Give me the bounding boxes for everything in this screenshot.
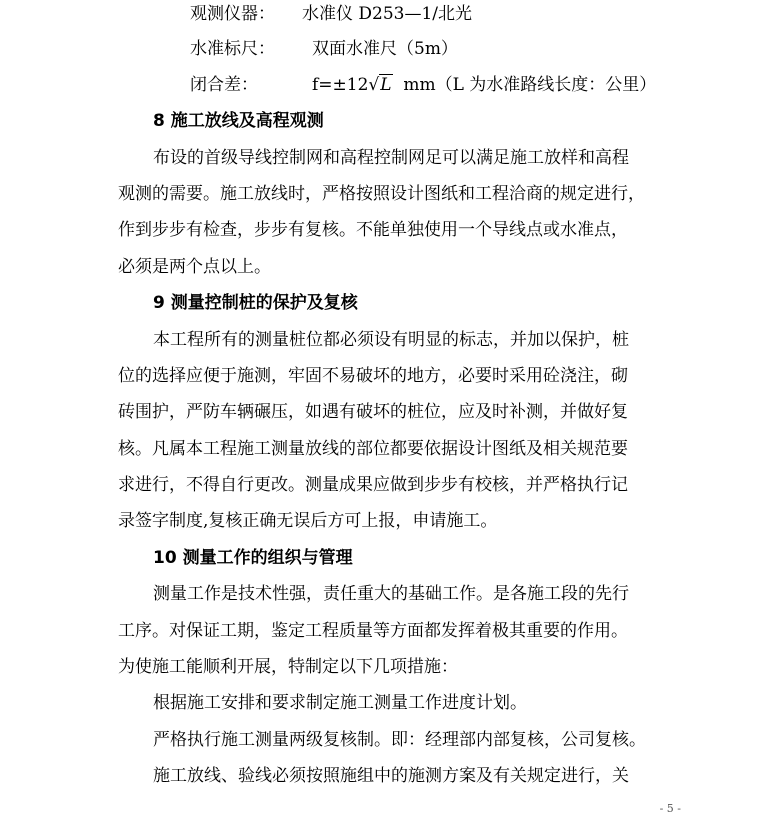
paragraph-line: 求进行，不得自行更改。测量成果应做到步步有校核，并严格执行记 (118, 475, 628, 495)
spec-staff (190, 38, 458, 60)
paragraph-line: 工序。对保证工期，鉴定工程质量等方面都发挥着极其重要的作用。 (118, 621, 628, 641)
paragraph-line: 核。凡属本工程施工测量放线的部位都要依据设计图纸及相关规范要 (118, 439, 628, 459)
closure-sqrt-var: L (380, 75, 392, 95)
paragraph-line: 录签字制度,复核正确无误后方可上报，申请施工。 (118, 511, 498, 531)
closure-prefix: f=±12 (312, 75, 369, 95)
paragraph-line: 位的选择应便于施测，牢固不易破坏的地方，必要时采用砼浇注，砌 (118, 366, 628, 386)
closure-suffix: mm（L 为水准路线长度：公里） (403, 75, 657, 95)
paragraph-line: 布设的首级导线控制网和高程控制网足可以满足施工放样和高程 (153, 148, 629, 168)
section-heading-8: 8 施工放线及高程观测 (153, 111, 324, 131)
paragraph-line: 测量工作是技术性强，责任重大的基础工作。是各施工段的先行 (153, 584, 629, 604)
spec-staff-label: 水准标尺： (190, 39, 275, 59)
section-heading-9: 9 测量控制桩的保护及复核 (153, 293, 358, 313)
closure-label: 闭合差： (190, 75, 258, 95)
paragraph-line: 本工程所有的测量桩位都必须设有明显的标志，并加以保护，桩 (153, 330, 629, 350)
paragraph-line: 施工放线、验线必须按照施组中的施测方案及有关规定进行，关 (153, 766, 629, 786)
paragraph-line: 严格执行施工测量两级复核制。即：经理部内部复核，公司复核。 (153, 730, 646, 750)
spec-instrument (190, 3, 472, 25)
spec-instrument-label: 观测仪器： (190, 4, 275, 24)
paragraph-line: 作到步步有检查，步步有复核。不能单独使用一个导线点或水准点， (118, 220, 628, 240)
paragraph-line: 砖围护，严防车辆碾压，如遇有破坏的桩位，应及时补测，并做好复 (118, 402, 628, 422)
spec-instrument-value: 水准仪 D253—1/北光 (302, 4, 473, 24)
spec-staff-value: 双面水准尺（5m） (312, 39, 458, 59)
paragraph-line: 为使施工能顺利开展，特制定以下几项措施： (118, 657, 458, 677)
sqrt-symbol: √L (368, 75, 392, 95)
paragraph-line: 观测的需要。施工放线时，严格按照设计图纸和工程洽商的规定进行， (118, 184, 645, 204)
section-heading-10: 10 测量工作的组织与管理 (153, 548, 353, 568)
page-number: - 5 - (659, 802, 681, 815)
paragraph-line: 必须是两个点以上。 (118, 257, 271, 277)
spec-closure (190, 74, 656, 96)
paragraph-line: 根据施工安排和要求制定施工测量工作进度计划。 (153, 693, 527, 713)
